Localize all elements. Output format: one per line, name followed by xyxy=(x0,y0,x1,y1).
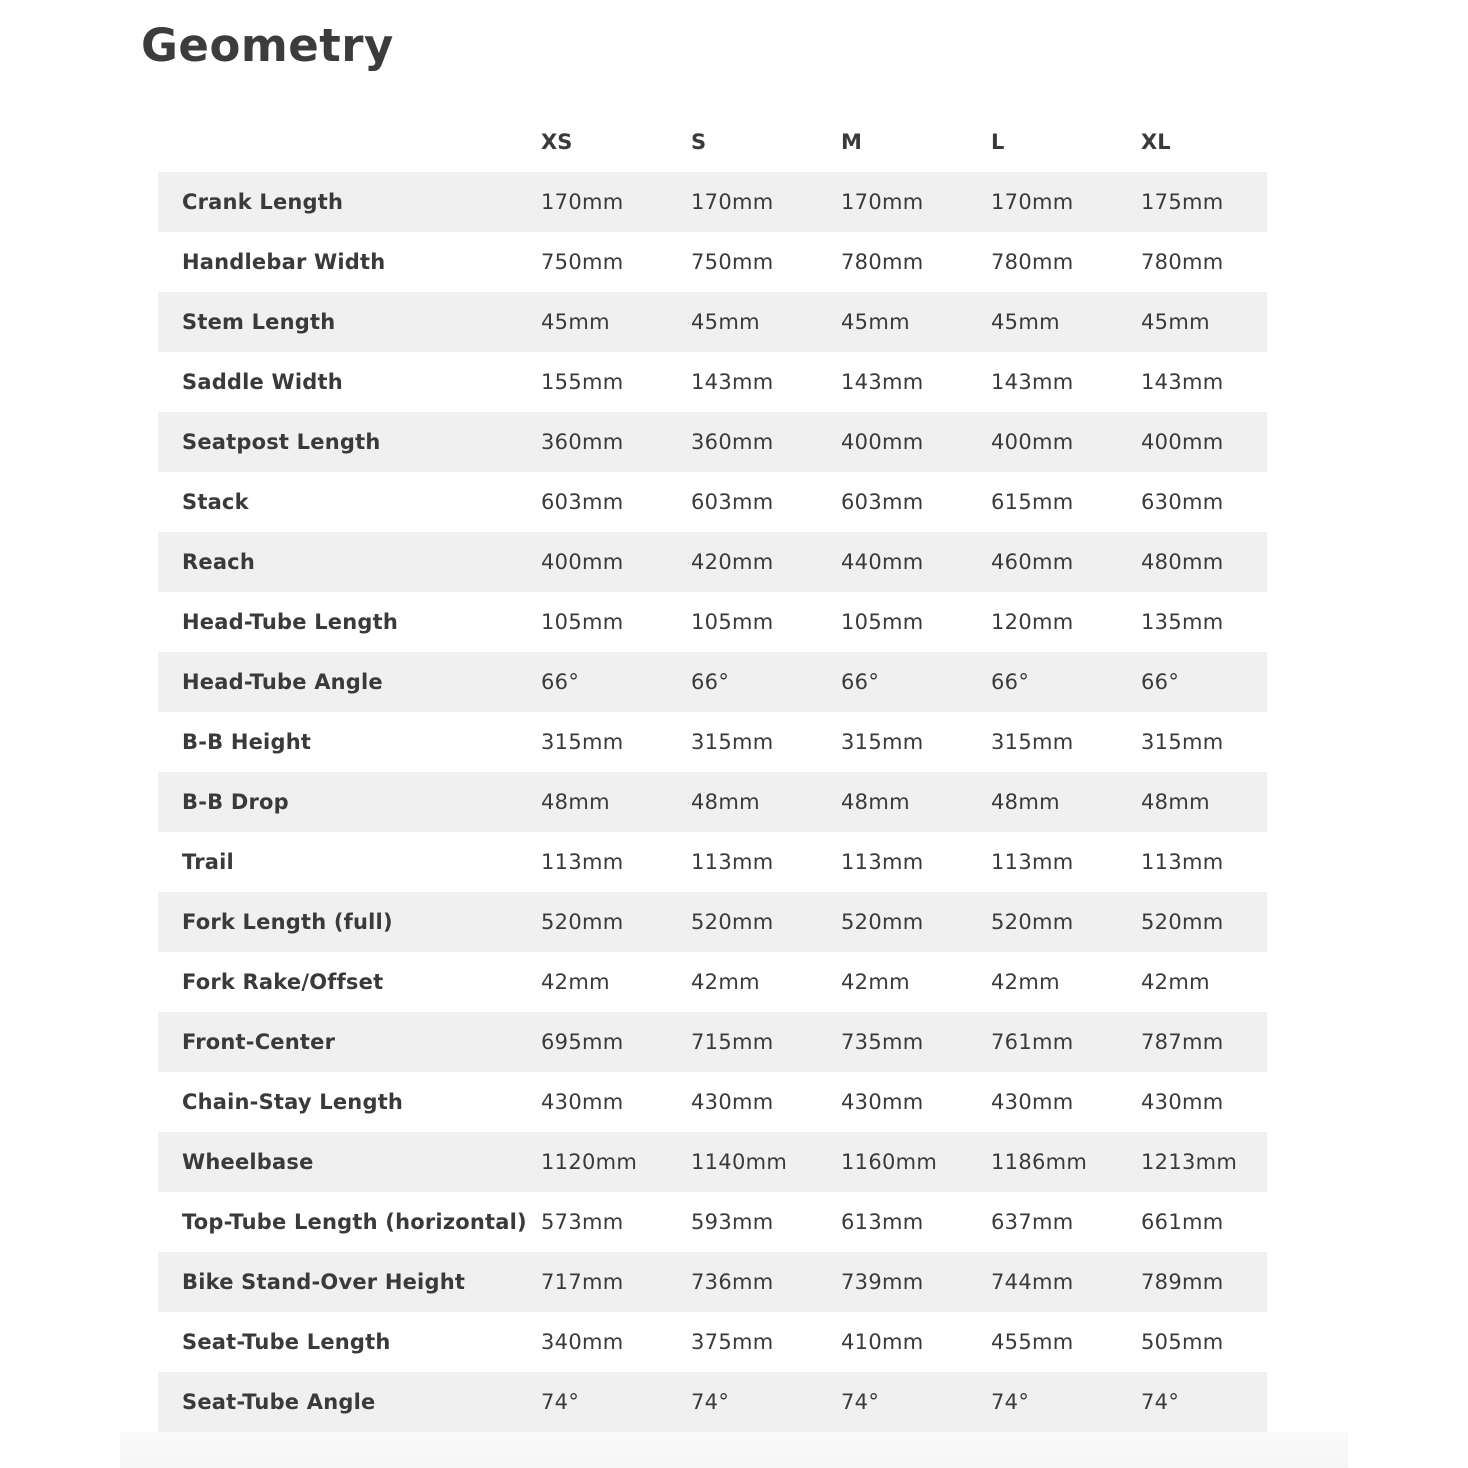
size-value-cell: 455mm xyxy=(991,1330,1074,1354)
table-row xyxy=(158,1132,1267,1192)
page-title: Geometry xyxy=(141,19,394,72)
size-value-cell: 787mm xyxy=(1117,1012,1267,1072)
size-value-cell: 400mm xyxy=(967,412,1117,472)
table-row xyxy=(158,832,1267,892)
size-value-cell: 45mm xyxy=(817,292,967,352)
table-row xyxy=(158,412,1267,472)
size-value-cell: 400mm xyxy=(517,532,667,592)
size-value-cell: 48mm xyxy=(967,772,1117,832)
row-label: Front-Center xyxy=(158,1012,517,1072)
table-row xyxy=(158,292,1267,352)
size-value-cell: 42mm xyxy=(991,970,1060,994)
size-value-cell: 170mm xyxy=(817,172,967,232)
table-body xyxy=(158,172,1267,1432)
size-value-cell: 430mm xyxy=(691,1090,774,1114)
size-value-cell: 315mm xyxy=(841,730,924,754)
size-value-cell: 695mm xyxy=(517,1012,667,1072)
size-header-xl xyxy=(1117,112,1267,172)
size-value-cell: 143mm xyxy=(1141,370,1224,394)
row-label: Bike Stand-Over Height xyxy=(158,1252,517,1312)
size-value-cell: 66° xyxy=(1117,652,1267,712)
row-label: Fork Length (full) xyxy=(158,892,517,952)
table-row xyxy=(158,532,1267,592)
size-value-cell: 1140mm xyxy=(667,1132,817,1192)
size-value-cell: 113mm xyxy=(1141,850,1224,874)
table-row xyxy=(158,1372,1267,1432)
size-value-cell: 45mm xyxy=(667,292,817,352)
size-value-cell: 66° xyxy=(517,652,667,712)
size-value-cell: 315mm xyxy=(541,730,624,754)
size-value-cell: 717mm xyxy=(517,1252,667,1312)
size-value-cell: 48mm xyxy=(817,772,967,832)
size-value-cell: 48mm xyxy=(1117,772,1267,832)
size-value-cell: 1186mm xyxy=(967,1132,1117,1192)
bottom-fade xyxy=(120,1432,1348,1468)
table-row xyxy=(158,652,1267,712)
size-value-cell: 520mm xyxy=(667,892,817,952)
size-value-cell: 360mm xyxy=(667,412,817,472)
size-header-label: XL xyxy=(1141,130,1171,154)
size-value-cell: 520mm xyxy=(517,892,667,952)
table-row xyxy=(158,892,1267,952)
size-value-cell: 615mm xyxy=(991,490,1074,514)
size-value-cell: 593mm xyxy=(691,1210,774,1234)
size-value-cell: 42mm xyxy=(841,970,910,994)
size-value-cell: 573mm xyxy=(541,1210,624,1234)
size-header-xs xyxy=(517,112,667,172)
size-value-cell: 105mm xyxy=(541,610,624,634)
size-value-cell: 113mm xyxy=(841,850,924,874)
size-value-cell: 715mm xyxy=(667,1012,817,1072)
row-label: Seat-Tube Length xyxy=(182,1330,391,1354)
size-value-cell: 735mm xyxy=(817,1012,967,1072)
size-value-cell: 430mm xyxy=(841,1090,924,1114)
table-row xyxy=(158,952,1267,1012)
size-value-cell: 400mm xyxy=(817,412,967,472)
size-value-cell: 74° xyxy=(1117,1372,1267,1432)
size-value-cell: 143mm xyxy=(991,370,1074,394)
size-header-label: XS xyxy=(541,130,573,154)
geometry-table xyxy=(158,112,1267,1432)
row-label: Top-Tube Length (horizontal) xyxy=(182,1210,527,1234)
size-value-cell: 603mm xyxy=(541,490,624,514)
size-value-cell: 45mm xyxy=(1117,292,1267,352)
row-label: Head-Tube Angle xyxy=(158,652,517,712)
size-value-cell: 400mm xyxy=(1117,412,1267,472)
size-value-cell: 135mm xyxy=(1141,610,1224,634)
table-row xyxy=(158,172,1267,232)
size-value-cell: 420mm xyxy=(667,532,817,592)
size-value-cell: 74° xyxy=(967,1372,1117,1432)
size-value-cell: 613mm xyxy=(841,1210,924,1234)
size-value-cell: 661mm xyxy=(1141,1210,1224,1234)
size-value-cell: 315mm xyxy=(691,730,774,754)
size-value-cell: 480mm xyxy=(1117,532,1267,592)
row-label: Wheelbase xyxy=(158,1132,517,1192)
size-value-cell: 460mm xyxy=(967,532,1117,592)
size-value-cell: 74° xyxy=(517,1372,667,1432)
size-value-cell: 1213mm xyxy=(1117,1132,1267,1192)
size-value-cell: 66° xyxy=(667,652,817,712)
size-value-cell: 315mm xyxy=(1141,730,1224,754)
size-value-cell: 48mm xyxy=(667,772,817,832)
table-row xyxy=(158,1072,1267,1132)
header-label-cell xyxy=(158,112,517,172)
size-value-cell: 780mm xyxy=(991,250,1074,274)
size-value-cell: 637mm xyxy=(991,1210,1074,1234)
table-row xyxy=(158,592,1267,652)
size-value-cell: 520mm xyxy=(1117,892,1267,952)
size-value-cell: 630mm xyxy=(1141,490,1224,514)
size-value-cell: 113mm xyxy=(991,850,1074,874)
size-value-cell: 410mm xyxy=(841,1330,924,1354)
row-label: B-B Height xyxy=(182,730,312,754)
row-label: Chain-Stay Length xyxy=(182,1090,404,1114)
size-value-cell: 430mm xyxy=(1141,1090,1224,1114)
table-row xyxy=(158,712,1267,772)
size-value-cell: 360mm xyxy=(517,412,667,472)
table-header xyxy=(158,112,1267,172)
size-header-s xyxy=(667,112,817,172)
size-value-cell: 105mm xyxy=(691,610,774,634)
table-row xyxy=(158,1012,1267,1072)
size-value-cell: 120mm xyxy=(991,610,1074,634)
row-label: B-B Drop xyxy=(158,772,517,832)
size-value-cell: 42mm xyxy=(691,970,760,994)
size-value-cell: 603mm xyxy=(691,490,774,514)
size-value-cell: 74° xyxy=(817,1372,967,1432)
size-value-cell: 170mm xyxy=(967,172,1117,232)
size-value-cell: 430mm xyxy=(991,1090,1074,1114)
size-value-cell: 430mm xyxy=(541,1090,624,1114)
size-value-cell: 603mm xyxy=(841,490,924,514)
size-value-cell: 42mm xyxy=(1141,970,1210,994)
row-label: Trail xyxy=(182,850,234,874)
row-label: Handlebar Width xyxy=(182,250,386,274)
size-value-cell: 45mm xyxy=(967,292,1117,352)
size-value-cell: 340mm xyxy=(541,1330,624,1354)
table-row xyxy=(158,232,1267,292)
size-value-cell: 105mm xyxy=(841,610,924,634)
row-label: Crank Length xyxy=(158,172,517,232)
size-value-cell: 66° xyxy=(817,652,967,712)
size-value-cell: 744mm xyxy=(967,1252,1117,1312)
size-value-cell: 440mm xyxy=(817,532,967,592)
size-value-cell: 789mm xyxy=(1117,1252,1267,1312)
size-value-cell: 736mm xyxy=(667,1252,817,1312)
size-header-label: S xyxy=(691,130,707,154)
table-row xyxy=(158,472,1267,532)
size-value-cell: 175mm xyxy=(1117,172,1267,232)
row-label: Fork Rake/Offset xyxy=(182,970,384,994)
size-value-cell: 143mm xyxy=(691,370,774,394)
size-value-cell: 42mm xyxy=(541,970,610,994)
table-row xyxy=(158,772,1267,832)
size-value-cell: 780mm xyxy=(841,250,924,274)
size-header-label: L xyxy=(991,130,1005,154)
size-value-cell: 520mm xyxy=(817,892,967,952)
size-header-label: M xyxy=(841,130,862,154)
size-value-cell: 505mm xyxy=(1141,1330,1224,1354)
size-value-cell: 113mm xyxy=(541,850,624,874)
size-value-cell: 520mm xyxy=(967,892,1117,952)
size-value-cell: 780mm xyxy=(1141,250,1224,274)
size-value-cell: 48mm xyxy=(517,772,667,832)
size-value-cell: 1160mm xyxy=(817,1132,967,1192)
row-label: Seatpost Length xyxy=(158,412,517,472)
table-row xyxy=(158,1192,1267,1252)
row-label: Stem Length xyxy=(158,292,517,352)
row-label: Seat-Tube Angle xyxy=(158,1372,517,1432)
row-label: Reach xyxy=(158,532,517,592)
size-value-cell: 170mm xyxy=(667,172,817,232)
size-value-cell: 315mm xyxy=(991,730,1074,754)
size-value-cell: 113mm xyxy=(691,850,774,874)
size-header-m xyxy=(817,112,967,172)
row-label: Head-Tube Length xyxy=(182,610,398,634)
size-header-l xyxy=(967,112,1117,172)
size-value-cell: 739mm xyxy=(817,1252,967,1312)
table-row xyxy=(158,352,1267,412)
size-value-cell: 155mm xyxy=(541,370,624,394)
row-label: Saddle Width xyxy=(182,370,343,394)
size-value-cell: 1120mm xyxy=(517,1132,667,1192)
size-value-cell: 750mm xyxy=(691,250,774,274)
table-row xyxy=(158,1312,1267,1372)
size-value-cell: 66° xyxy=(967,652,1117,712)
size-value-cell: 750mm xyxy=(541,250,624,274)
row-label: Stack xyxy=(182,490,249,514)
table-row xyxy=(158,1252,1267,1312)
size-value-cell: 761mm xyxy=(967,1012,1117,1072)
header-row xyxy=(158,112,1267,172)
size-value-cell: 170mm xyxy=(517,172,667,232)
size-value-cell: 45mm xyxy=(517,292,667,352)
size-value-cell: 375mm xyxy=(691,1330,774,1354)
size-value-cell: 143mm xyxy=(841,370,924,394)
size-value-cell: 74° xyxy=(667,1372,817,1432)
